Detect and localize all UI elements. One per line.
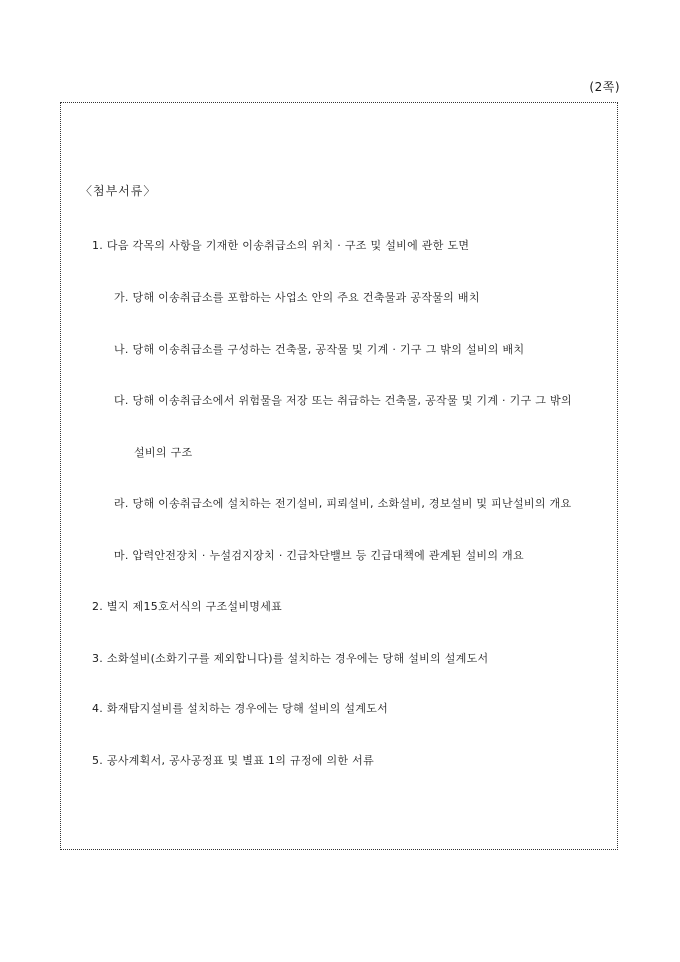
item-5: 5. 공사계획서, 공사공정표 및 별표 1의 규정에 의한 서류 xyxy=(92,754,375,767)
item-1: 1. 다음 각목의 사항을 기재한 이송취급소의 위치 · 구조 및 설비에 관한 도면 xyxy=(92,239,470,252)
item-1-ma: 마. 압력안전장치 · 누설검지장치 · 긴급차단밸브 등 긴급대책에 관계된 설비의 개요 xyxy=(114,549,524,562)
document-frame xyxy=(60,102,618,850)
item-1-na: 나. 당해 이송취급소를 구성하는 건축물, 공작물 및 기계 · 기구 그 밖의 설비의 배치 xyxy=(114,343,525,356)
attachments-heading: 〈첨부서류〉 xyxy=(80,184,157,198)
item-1-da-continued: 설비의 구조 xyxy=(134,446,193,459)
item-1-ra: 라. 당해 이송취급소에 설치하는 전기설비, 피뢰설비, 소화설비, 경보설비 및 피난설비의 개요 xyxy=(114,497,572,510)
item-4: 4. 화재탐지설비를 설치하는 경우에는 당해 설비의 설계도서 xyxy=(92,702,389,715)
item-1-da: 다. 당해 이송취급소에서 위험물을 저장 또는 취급하는 건축물, 공작물 및 기계 · 기구 그 밖의 xyxy=(114,394,572,407)
page-number: (2쪽) xyxy=(589,80,620,94)
item-2: 2. 별지 제15호서식의 구조설비명세표 xyxy=(92,600,283,613)
item-3: 3. 소화설비(소화기구를 제외합니다)를 설치하는 경우에는 당해 설비의 설계도서 xyxy=(92,652,489,665)
item-1-ga: 가. 당해 이송취급소를 포함하는 사업소 안의 주요 건축물과 공작물의 배치 xyxy=(114,291,480,304)
